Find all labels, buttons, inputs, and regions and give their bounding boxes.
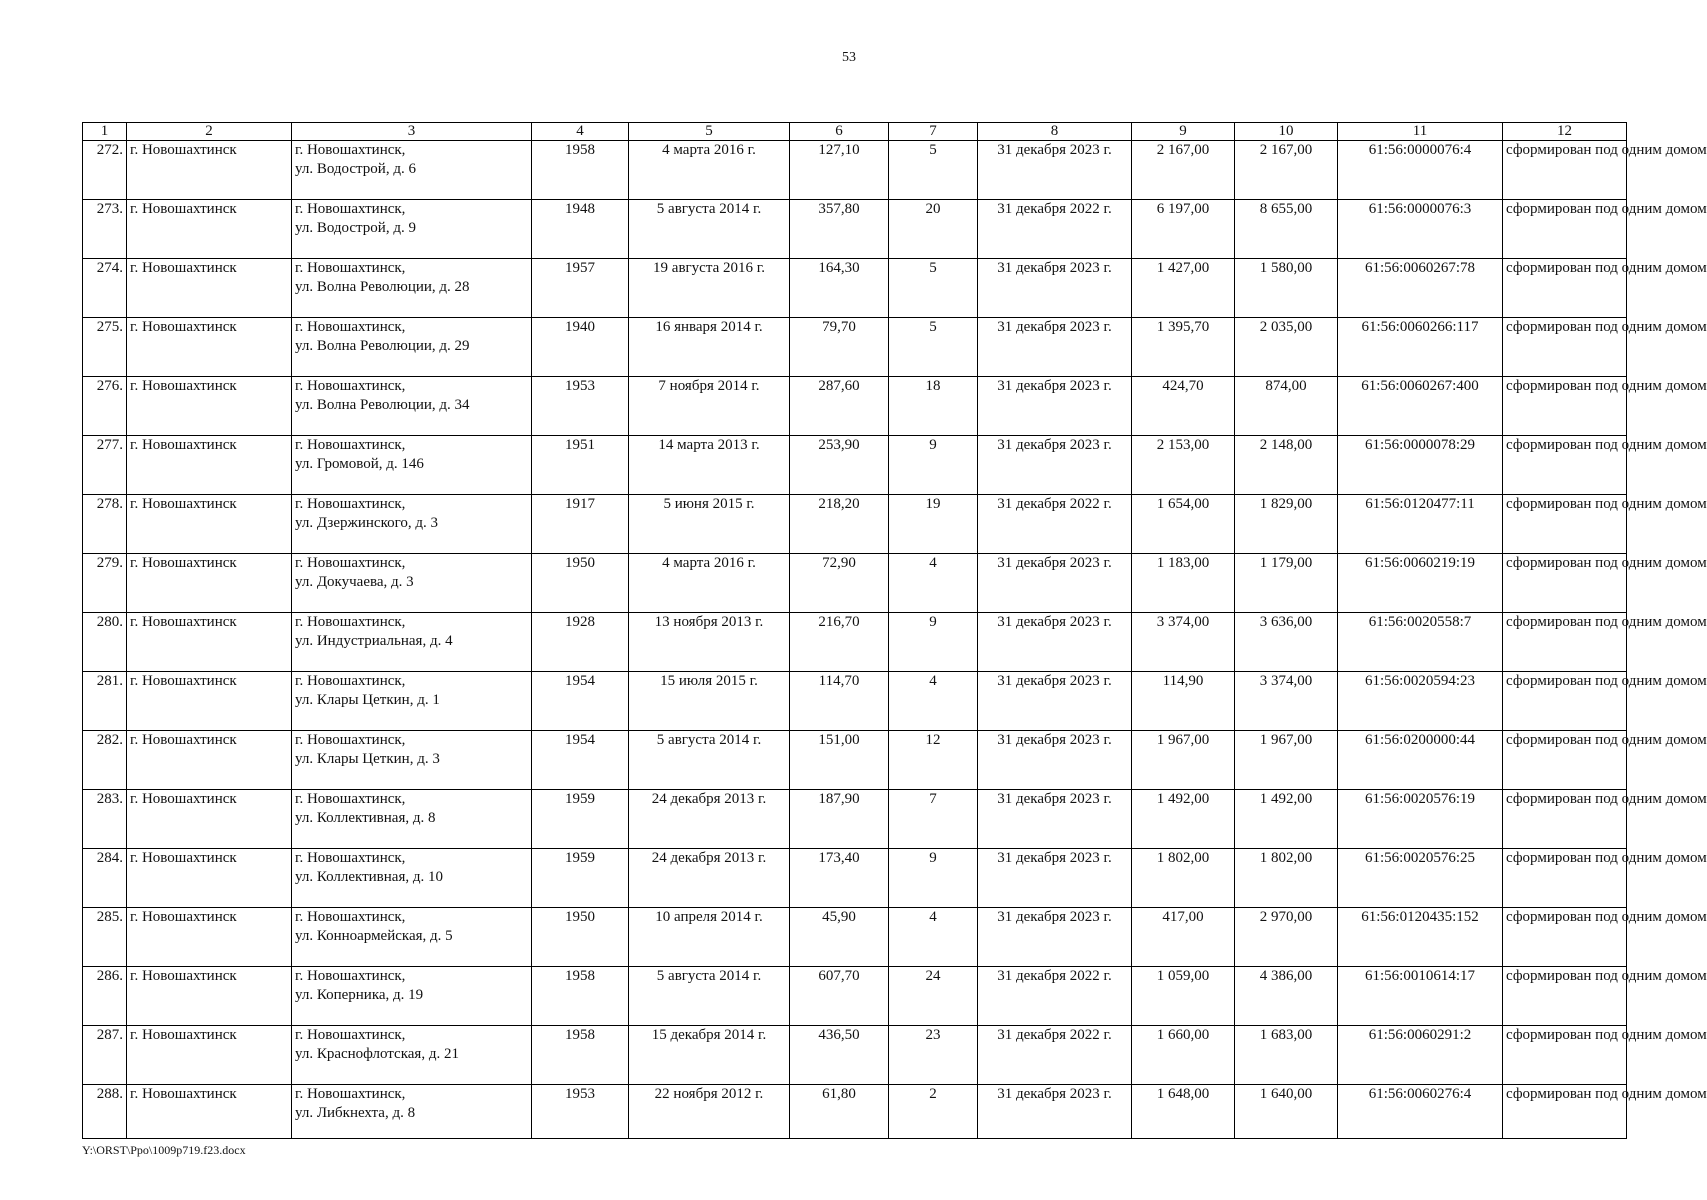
- row-number: 286.: [83, 967, 127, 1026]
- recognition-date-cell: 24 декабря 2013 г.: [629, 849, 790, 908]
- area-cell: 357,80: [790, 200, 889, 259]
- cadastral-number-cell: 61:56:0020558:7: [1338, 613, 1503, 672]
- address-street-line: ул. Докучаева, д. 3: [295, 574, 414, 590]
- land-status-cell: сформирован под одним домом: [1503, 141, 1627, 200]
- table-body: [83, 141, 1707, 1139]
- table-row: [83, 672, 1627, 731]
- area-cell: 436,50: [790, 1026, 889, 1085]
- address-cell: [292, 613, 532, 672]
- table-row: [83, 554, 1627, 613]
- table-row: [83, 908, 1627, 967]
- build-year-cell: 1954: [532, 731, 629, 790]
- value-col9-cell: 1 427,00: [1132, 259, 1235, 318]
- area-cell: 173,40: [790, 849, 889, 908]
- value-col10-cell: 1 802,00: [1235, 849, 1338, 908]
- recognition-date-cell: 4 марта 2016 г.: [629, 141, 790, 200]
- municipality-cell: г. Новошахтинск: [127, 613, 292, 672]
- deadline-cell: 31 декабря 2023 г.: [978, 436, 1132, 495]
- land-status-cell: сформирован под одним домом: [1503, 495, 1627, 554]
- value-col9-cell: 1 802,00: [1132, 849, 1235, 908]
- deadline-cell: 31 декабря 2023 г.: [978, 790, 1132, 849]
- deadline-cell: 31 декабря 2023 г.: [978, 1085, 1132, 1139]
- residents-cell: 19: [889, 495, 978, 554]
- area-cell: 287,60: [790, 377, 889, 436]
- column-header: 1: [83, 123, 127, 141]
- table-row: [83, 259, 1627, 318]
- recognition-date-cell: 5 августа 2014 г.: [629, 200, 790, 259]
- address-cell: [292, 554, 532, 613]
- value-col10-cell: 1 640,00: [1235, 1085, 1338, 1139]
- table-row: [83, 1026, 1627, 1085]
- residents-cell: 4: [889, 908, 978, 967]
- deadline-cell: 31 декабря 2022 г.: [978, 967, 1132, 1026]
- address-city-line: г. Новошахтинск,: [295, 201, 406, 217]
- residents-cell: 7: [889, 790, 978, 849]
- recognition-date-cell: 24 декабря 2013 г.: [629, 790, 790, 849]
- address-cell: [292, 790, 532, 849]
- housing-registry-table: [82, 122, 1707, 1139]
- deadline-cell: 31 декабря 2023 г.: [978, 672, 1132, 731]
- build-year-cell: 1958: [532, 141, 629, 200]
- footer-file-path: Y:\ORST\Ppo\1009p719.f23.docx: [82, 1143, 246, 1157]
- recognition-date-cell: 15 декабря 2014 г.: [629, 1026, 790, 1085]
- value-col9-cell: 3 374,00: [1132, 613, 1235, 672]
- recognition-date-cell: 4 марта 2016 г.: [629, 554, 790, 613]
- value-col9-cell: 1 660,00: [1132, 1026, 1235, 1085]
- value-col9-cell: 424,70: [1132, 377, 1235, 436]
- value-col9-cell: 1 648,00: [1132, 1085, 1235, 1139]
- cadastral-number-cell: 61:56:0020576:19: [1338, 790, 1503, 849]
- address-street-line: ул. Либкнехта, д. 8: [295, 1105, 416, 1121]
- recognition-date-cell: 15 июля 2015 г.: [629, 672, 790, 731]
- build-year-cell: 1948: [532, 200, 629, 259]
- area-cell: 72,90: [790, 554, 889, 613]
- address-street-line: ул. Дзержинского, д. 3: [295, 515, 439, 531]
- table-row: [83, 849, 1627, 908]
- value-col10-cell: 2 970,00: [1235, 908, 1338, 967]
- row-number: 278.: [83, 495, 127, 554]
- address-cell: [292, 731, 532, 790]
- area-cell: 218,20: [790, 495, 889, 554]
- address-cell: [292, 672, 532, 731]
- area-cell: 45,90: [790, 908, 889, 967]
- residents-cell: 20: [889, 200, 978, 259]
- address-city-line: г. Новошахтинск,: [295, 437, 406, 453]
- deadline-cell: 31 декабря 2023 г.: [978, 908, 1132, 967]
- value-col9-cell: 6 197,00: [1132, 200, 1235, 259]
- column-header: 8: [978, 123, 1132, 141]
- recognition-date-cell: 10 апреля 2014 г.: [629, 908, 790, 967]
- row-number: 274.: [83, 259, 127, 318]
- deadline-cell: 31 декабря 2023 г.: [978, 259, 1132, 318]
- area-cell: 607,70: [790, 967, 889, 1026]
- deadline-cell: 31 декабря 2022 г.: [978, 495, 1132, 554]
- recognition-date-cell: 5 июня 2015 г.: [629, 495, 790, 554]
- address-cell: [292, 967, 532, 1026]
- column-number-row: [83, 123, 1627, 141]
- address-street-line: ул. Индустриальная, д. 4: [295, 633, 453, 649]
- value-col10-cell: 1 683,00: [1235, 1026, 1338, 1085]
- value-col10-cell: 3 636,00: [1235, 613, 1338, 672]
- cadastral-number-cell: 61:56:0020594:23: [1338, 672, 1503, 731]
- address-street-line: ул. Клары Цеткин, д. 3: [295, 751, 440, 767]
- address-cell: [292, 495, 532, 554]
- build-year-cell: 1959: [532, 790, 629, 849]
- land-status-cell: сформирован под одним домом: [1503, 731, 1627, 790]
- address-city-line: г. Новошахтинск,: [295, 555, 406, 571]
- address-street-line: ул. Краснофлотская, д. 21: [295, 1046, 459, 1062]
- cadastral-number-cell: 61:56:0120435:152: [1338, 908, 1503, 967]
- address-street-line: ул. Волна Революции, д. 34: [295, 397, 470, 413]
- build-year-cell: 1958: [532, 967, 629, 1026]
- residents-cell: 2: [889, 1085, 978, 1139]
- cadastral-number-cell: 61:56:0000076:3: [1338, 200, 1503, 259]
- residents-cell: 23: [889, 1026, 978, 1085]
- municipality-cell: г. Новошахтинск: [127, 377, 292, 436]
- area-cell: 164,30: [790, 259, 889, 318]
- cadastral-number-cell: 61:56:0060266:117: [1338, 318, 1503, 377]
- build-year-cell: 1950: [532, 554, 629, 613]
- deadline-cell: 31 декабря 2023 г.: [978, 141, 1132, 200]
- build-year-cell: 1951: [532, 436, 629, 495]
- row-number: 281.: [83, 672, 127, 731]
- address-city-line: г. Новошахтинск,: [295, 909, 406, 925]
- area-cell: 187,90: [790, 790, 889, 849]
- row-number: 272.: [83, 141, 127, 200]
- value-col9-cell: 2 167,00: [1132, 141, 1235, 200]
- address-cell: [292, 318, 532, 377]
- table-row: [83, 1085, 1627, 1139]
- build-year-cell: 1953: [532, 1085, 629, 1139]
- area-cell: 114,70: [790, 672, 889, 731]
- recognition-date-cell: 19 августа 2016 г.: [629, 259, 790, 318]
- land-status-cell: сформирован под одним домом: [1503, 908, 1627, 967]
- address-city-line: г. Новошахтинск,: [295, 496, 406, 512]
- build-year-cell: 1958: [532, 1026, 629, 1085]
- address-city-line: г. Новошахтинск,: [295, 260, 406, 276]
- address-cell: [292, 377, 532, 436]
- address-city-line: г. Новошахтинск,: [295, 968, 406, 984]
- deadline-cell: 31 декабря 2023 г.: [978, 318, 1132, 377]
- recognition-date-cell: 7 ноября 2014 г.: [629, 377, 790, 436]
- cadastral-number-cell: 61:56:0000076:4: [1338, 141, 1503, 200]
- address-street-line: ул. Водострой, д. 6: [295, 161, 416, 177]
- land-status-cell: сформирован под одним домом: [1503, 613, 1627, 672]
- page-number: 53: [842, 50, 856, 65]
- deadline-cell: 31 декабря 2023 г.: [978, 377, 1132, 436]
- table-row: [83, 495, 1627, 554]
- municipality-cell: г. Новошахтинск: [127, 908, 292, 967]
- address-street-line: ул. Конноармейская, д. 5: [295, 928, 453, 944]
- address-street-line: ул. Водострой, д. 9: [295, 220, 416, 236]
- table-row: [83, 436, 1627, 495]
- value-col10-cell: 2 167,00: [1235, 141, 1338, 200]
- recognition-date-cell: 5 августа 2014 г.: [629, 731, 790, 790]
- municipality-cell: г. Новошахтинск: [127, 259, 292, 318]
- area-cell: 127,10: [790, 141, 889, 200]
- address-city-line: г. Новошахтинск,: [295, 732, 406, 748]
- cadastral-number-cell: 61:56:0120477:11: [1338, 495, 1503, 554]
- value-col9-cell: 1 395,70: [1132, 318, 1235, 377]
- residents-cell: 9: [889, 436, 978, 495]
- land-status-cell: сформирован под одним домом: [1503, 554, 1627, 613]
- address-street-line: ул. Волна Революции, д. 28: [295, 279, 470, 295]
- table-row: [83, 613, 1627, 672]
- residents-cell: 24: [889, 967, 978, 1026]
- address-city-line: г. Новошахтинск,: [295, 378, 406, 394]
- build-year-cell: 1959: [532, 849, 629, 908]
- deadline-cell: 31 декабря 2023 г.: [978, 554, 1132, 613]
- land-status-cell: сформирован под одним домом: [1503, 849, 1627, 908]
- value-col10-cell: 2 148,00: [1235, 436, 1338, 495]
- address-city-line: г. Новошахтинск,: [295, 1086, 406, 1102]
- municipality-cell: г. Новошахтинск: [127, 849, 292, 908]
- table-row: [83, 377, 1627, 436]
- land-status-cell: сформирован под одним домом: [1503, 436, 1627, 495]
- area-cell: 61,80: [790, 1085, 889, 1139]
- residents-cell: 5: [889, 259, 978, 318]
- address-city-line: г. Новошахтинск,: [295, 850, 406, 866]
- value-col9-cell: 1 183,00: [1132, 554, 1235, 613]
- recognition-date-cell: 5 августа 2014 г.: [629, 967, 790, 1026]
- deadline-cell: 31 декабря 2022 г.: [978, 200, 1132, 259]
- deadline-cell: 31 декабря 2023 г.: [978, 613, 1132, 672]
- row-number: 273.: [83, 200, 127, 259]
- residents-cell: 12: [889, 731, 978, 790]
- build-year-cell: 1940: [532, 318, 629, 377]
- value-col10-cell: 1 179,00: [1235, 554, 1338, 613]
- build-year-cell: 1954: [532, 672, 629, 731]
- municipality-cell: г. Новошахтинск: [127, 1026, 292, 1085]
- recognition-date-cell: 16 января 2014 г.: [629, 318, 790, 377]
- municipality-cell: г. Новошахтинск: [127, 495, 292, 554]
- address-cell: [292, 1026, 532, 1085]
- land-status-cell: сформирован под одним домом: [1503, 1085, 1627, 1139]
- address-city-line: г. Новошахтинск,: [295, 673, 406, 689]
- municipality-cell: г. Новошахтинск: [127, 1085, 292, 1139]
- residents-cell: 5: [889, 141, 978, 200]
- column-header: 3: [292, 123, 532, 141]
- value-col10-cell: 1 829,00: [1235, 495, 1338, 554]
- cadastral-number-cell: 61:56:0020576:25: [1338, 849, 1503, 908]
- address-cell: [292, 141, 532, 200]
- row-number: 288.: [83, 1085, 127, 1139]
- column-header: 6: [790, 123, 889, 141]
- value-col10-cell: 1 967,00: [1235, 731, 1338, 790]
- land-status-cell: сформирован под одним домом: [1503, 259, 1627, 318]
- value-col9-cell: 1 492,00: [1132, 790, 1235, 849]
- land-status-cell: сформирован под одним домом: [1503, 200, 1627, 259]
- value-col10-cell: 874,00: [1235, 377, 1338, 436]
- build-year-cell: 1950: [532, 908, 629, 967]
- table-row: [83, 790, 1627, 849]
- column-header: 4: [532, 123, 629, 141]
- address-cell: [292, 436, 532, 495]
- address-city-line: г. Новошахтинск,: [295, 614, 406, 630]
- value-col10-cell: 1 492,00: [1235, 790, 1338, 849]
- municipality-cell: г. Новошахтинск: [127, 200, 292, 259]
- residents-cell: 9: [889, 849, 978, 908]
- address-street-line: ул. Клары Цеткин, д. 1: [295, 692, 440, 708]
- build-year-cell: 1928: [532, 613, 629, 672]
- municipality-cell: г. Новошахтинск: [127, 436, 292, 495]
- area-cell: 253,90: [790, 436, 889, 495]
- row-number: 285.: [83, 908, 127, 967]
- land-status-cell: сформирован под одним домом: [1503, 377, 1627, 436]
- value-col10-cell: 2 035,00: [1235, 318, 1338, 377]
- residents-cell: 9: [889, 613, 978, 672]
- area-cell: 79,70: [790, 318, 889, 377]
- address-city-line: г. Новошахтинск,: [295, 1027, 406, 1043]
- column-header: 2: [127, 123, 292, 141]
- value-col9-cell: 1 059,00: [1132, 967, 1235, 1026]
- value-col9-cell: 417,00: [1132, 908, 1235, 967]
- build-year-cell: 1957: [532, 259, 629, 318]
- land-status-cell: сформирован под одним домом: [1503, 790, 1627, 849]
- value-col9-cell: 1 967,00: [1132, 731, 1235, 790]
- value-col9-cell: 114,90: [1132, 672, 1235, 731]
- row-number: 275.: [83, 318, 127, 377]
- column-header: 10: [1235, 123, 1338, 141]
- column-header: 12: [1503, 123, 1627, 141]
- municipality-cell: г. Новошахтинск: [127, 967, 292, 1026]
- column-header: 5: [629, 123, 790, 141]
- cadastral-number-cell: 61:56:0000078:29: [1338, 436, 1503, 495]
- recognition-date-cell: 14 марта 2013 г.: [629, 436, 790, 495]
- residents-cell: 5: [889, 318, 978, 377]
- address-cell: [292, 849, 532, 908]
- address-city-line: г. Новошахтинск,: [295, 791, 406, 807]
- municipality-cell: г. Новошахтинск: [127, 672, 292, 731]
- residents-cell: 4: [889, 554, 978, 613]
- value-col10-cell: 1 580,00: [1235, 259, 1338, 318]
- value-col10-cell: 4 386,00: [1235, 967, 1338, 1026]
- column-header: 7: [889, 123, 978, 141]
- column-header: 11: [1338, 123, 1503, 141]
- deadline-cell: 31 декабря 2022 г.: [978, 1026, 1132, 1085]
- cadastral-number-cell: 61:56:0060219:19: [1338, 554, 1503, 613]
- cadastral-number-cell: 61:56:0010614:17: [1338, 967, 1503, 1026]
- table-row: [83, 318, 1627, 377]
- recognition-date-cell: 22 ноября 2012 г.: [629, 1085, 790, 1139]
- address-cell: [292, 1085, 532, 1139]
- address-street-line: ул. Коллективная, д. 8: [295, 810, 436, 826]
- table-row: [83, 141, 1627, 200]
- row-number: 277.: [83, 436, 127, 495]
- deadline-cell: 31 декабря 2023 г.: [978, 731, 1132, 790]
- address-cell: [292, 908, 532, 967]
- value-col9-cell: 2 153,00: [1132, 436, 1235, 495]
- cadastral-number-cell: 61:56:0060267:78: [1338, 259, 1503, 318]
- address-city-line: г. Новошахтинск,: [295, 319, 406, 335]
- residents-cell: 18: [889, 377, 978, 436]
- area-cell: 151,00: [790, 731, 889, 790]
- address-city-line: г. Новошахтинск,: [295, 142, 406, 158]
- land-status-cell: сформирован под одним домом: [1503, 967, 1627, 1026]
- area-cell: 216,70: [790, 613, 889, 672]
- row-number: 283.: [83, 790, 127, 849]
- address-cell: [292, 259, 532, 318]
- column-header: 9: [1132, 123, 1235, 141]
- row-number: 280.: [83, 613, 127, 672]
- row-number: 279.: [83, 554, 127, 613]
- address-cell: [292, 200, 532, 259]
- value-col10-cell: 3 374,00: [1235, 672, 1338, 731]
- cadastral-number-cell: 61:56:0060267:400: [1338, 377, 1503, 436]
- address-street-line: ул. Коперника, д. 19: [295, 987, 424, 1003]
- land-status-cell: сформирован под одним домом: [1503, 672, 1627, 731]
- residents-cell: 4: [889, 672, 978, 731]
- row-number: 282.: [83, 731, 127, 790]
- cadastral-number-cell: 61:56:0060291:2: [1338, 1026, 1503, 1085]
- cadastral-number-cell: 61:56:0200000:44: [1338, 731, 1503, 790]
- address-street-line: ул. Волна Революции, д. 29: [295, 338, 470, 354]
- row-number: 287.: [83, 1026, 127, 1085]
- row-number: 276.: [83, 377, 127, 436]
- municipality-cell: г. Новошахтинск: [127, 554, 292, 613]
- table-row: [83, 200, 1627, 259]
- table-row: [83, 967, 1627, 1026]
- value-col10-cell: 8 655,00: [1235, 200, 1338, 259]
- build-year-cell: 1917: [532, 495, 629, 554]
- address-street-line: ул. Коллективная, д. 10: [295, 869, 443, 885]
- recognition-date-cell: 13 ноября 2013 г.: [629, 613, 790, 672]
- municipality-cell: г. Новошахтинск: [127, 790, 292, 849]
- municipality-cell: г. Новошахтинск: [127, 318, 292, 377]
- address-street-line: ул. Громовой, д. 146: [295, 456, 424, 472]
- row-number: 284.: [83, 849, 127, 908]
- municipality-cell: г. Новошахтинск: [127, 731, 292, 790]
- municipality-cell: г. Новошахтинск: [127, 141, 292, 200]
- table-row: [83, 731, 1627, 790]
- land-status-cell: сформирован под одним домом: [1503, 1026, 1627, 1085]
- value-col9-cell: 1 654,00: [1132, 495, 1235, 554]
- build-year-cell: 1953: [532, 377, 629, 436]
- cadastral-number-cell: 61:56:0060276:4: [1338, 1085, 1503, 1139]
- deadline-cell: 31 декабря 2023 г.: [978, 849, 1132, 908]
- land-status-cell: сформирован под одним домом: [1503, 318, 1627, 377]
